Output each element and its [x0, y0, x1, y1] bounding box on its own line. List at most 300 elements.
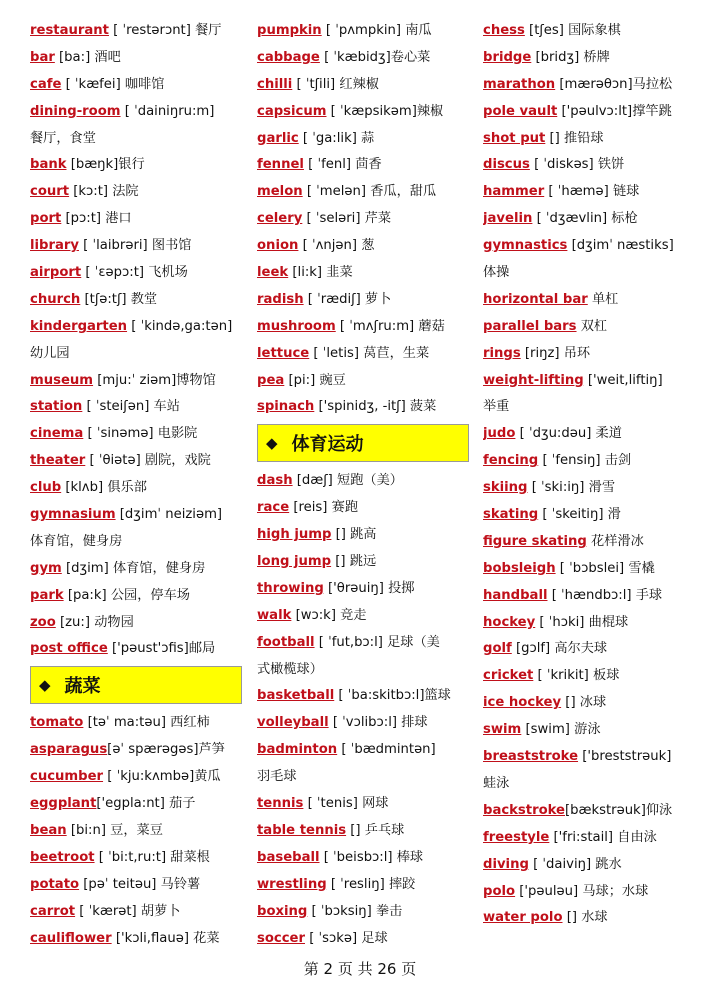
vocab-entry — [257, 657, 469, 684]
vocab-definition: [ ˈvɔlibɔ:l] 排球 — [328, 715, 428, 731]
vocab-entry — [30, 206, 242, 233]
vocab-word: kindergarten — [30, 318, 128, 334]
vocab-definition: [ ˈhæmə] 链球 — [544, 184, 640, 200]
vocab-word: cucumber — [30, 769, 104, 785]
section-heading — [30, 666, 242, 704]
vocab-entry — [257, 99, 469, 126]
vocab-definition: [ ˈga:lik] 蒜 — [298, 130, 375, 146]
vocab-word: fennel — [257, 157, 304, 173]
vocab-entry — [257, 576, 469, 603]
vocab-entry — [483, 852, 695, 879]
vocab-entry — [483, 825, 695, 852]
vocab-word: gymnasium — [30, 507, 116, 523]
vocab-word: post office — [30, 641, 108, 657]
vocab-definition: [bæŋk]银行 — [66, 157, 145, 173]
vocab-definition: [riŋz] 吊环 — [520, 345, 591, 361]
vocab-definition: [klʌb] 俱乐部 — [61, 480, 147, 496]
vocab-definition: [ ˈletis] 莴苣，生菜 — [309, 345, 430, 361]
vocab-entry — [483, 798, 695, 825]
vocab-word: long jump — [257, 554, 332, 570]
vocab-entry — [30, 636, 242, 663]
vocab-definition: ['θrəuiŋ] 投掷 — [323, 580, 415, 596]
vocab-word: celery — [257, 211, 303, 227]
vocab-word: ice hockey — [483, 695, 562, 711]
vocab-entry — [257, 126, 469, 153]
vocab-word: chilli — [257, 76, 293, 92]
vocab-word: bank — [30, 157, 67, 173]
vocab-entry — [257, 791, 469, 818]
vocab-definition: [ ˈdʒævlin] 标枪 — [532, 211, 638, 227]
vocab-word: airport — [30, 265, 82, 281]
vocab-definition: [bi:n] 豆，菜豆 — [66, 822, 163, 838]
vocab-definition: [ ˈskeitiŋ] 滑 — [538, 507, 621, 523]
vocab-definition: 举重 — [483, 399, 510, 415]
vocab-entry — [30, 394, 242, 421]
vocab-definition: [li:k] 韭菜 — [288, 265, 353, 281]
vocab-definition: [ ˈsinəmə] 电影院 — [83, 426, 198, 442]
vocab-entry — [483, 260, 695, 287]
vocab-entry — [257, 845, 469, 872]
vocab-entry — [257, 899, 469, 926]
vocab-definition: [ ˈrædiʃ] 萝卜 — [303, 291, 392, 307]
vocab-entry — [257, 314, 469, 341]
vocab-entry — [30, 610, 242, 637]
vocab-word: basketball — [257, 688, 335, 704]
vocab-entry — [30, 341, 242, 368]
vocab-word: figure skating — [483, 533, 587, 549]
vocab-definition: [ ˈtenis] 网球 — [303, 796, 389, 812]
vocab-definition: 体操 — [483, 265, 510, 281]
vocab-entry — [257, 368, 469, 395]
vocab-definition: [tʃes] 国际象棋 — [524, 23, 621, 38]
vocab-definition: [əˈ spærəgəs]芦笋 — [107, 742, 225, 758]
vocab-word: skiing — [483, 480, 528, 496]
vocab-word: mushroom — [257, 318, 336, 334]
vocab-definition: [ ˈbeisbɔ:l] 棒球 — [319, 849, 424, 865]
vocab-word: golf — [483, 641, 512, 657]
vocab-entry — [483, 879, 695, 906]
vocab-entry — [30, 314, 242, 341]
vocab-word: melon — [257, 184, 303, 200]
vocab-word: dining-room — [30, 103, 121, 119]
vocab-entry — [257, 764, 469, 791]
vocab-word: restaurant — [30, 23, 109, 38]
vocab-word: onion — [257, 238, 299, 254]
column-3 — [483, 18, 695, 932]
vocab-word: gymnastics — [483, 238, 568, 254]
vocab-definition: [ ˈkində,ga:tən] — [127, 318, 233, 334]
vocab-definition: ['pəust'ɔfis]邮局 — [107, 641, 216, 657]
vocab-entry — [483, 179, 695, 206]
vocab-entry — [30, 872, 242, 899]
vocab-word: station — [30, 399, 83, 415]
vocab-word: high jump — [257, 527, 332, 543]
vocab-word: library — [30, 238, 79, 254]
vocab-entry — [30, 260, 242, 287]
vocab-definition: [kɔ:t] 法院 — [69, 184, 139, 200]
vocab-entry — [483, 448, 695, 475]
vocab-definition: [zu:] 动物园 — [55, 614, 134, 630]
vocab-definition: [ ˈkæfei] 咖啡馆 — [61, 76, 165, 92]
vocab-word: beetroot — [30, 849, 95, 865]
vocab-entry — [257, 45, 469, 72]
vocab-word: gym — [30, 560, 62, 576]
vocab-definition: [ ˈhɔki] 曲棍球 — [535, 614, 629, 630]
vocab-entry — [257, 603, 469, 630]
vocab-word: bridge — [483, 49, 532, 65]
vocab-definition: [ ˈba:skitbɔ:l]篮球 — [334, 688, 451, 704]
vocab-entry — [30, 764, 242, 791]
vocab-definition: [pi:] 豌豆 — [284, 372, 346, 388]
vocab-entry — [30, 556, 242, 583]
vocab-entry — [30, 233, 242, 260]
vocab-word: throwing — [257, 580, 324, 596]
vocab-word: wrestling — [257, 876, 327, 892]
vocab-entry — [30, 287, 242, 314]
vocab-word: pole vault — [483, 103, 558, 119]
vocab-entry — [483, 690, 695, 717]
vocab-definition: [ ˈsɔkə] 足球 — [305, 930, 388, 946]
vocab-word: handball — [483, 587, 548, 603]
vocab-word: cinema — [30, 426, 84, 442]
vocab-entry — [30, 899, 242, 926]
vocab-definition: [ ˈdʒu:dəu] 柔道 — [515, 426, 622, 442]
vocab-entry — [257, 710, 469, 737]
vocab-entry — [483, 126, 695, 153]
vocab-definition: 餐厅，食堂 — [30, 130, 96, 146]
vocab-entry — [483, 717, 695, 744]
vocab-entry — [483, 502, 695, 529]
vocab-word: hammer — [483, 184, 545, 200]
vocab-definition: [reis] 赛跑 — [289, 500, 359, 516]
vocab-entry — [30, 845, 242, 872]
vocab-entry — [483, 475, 695, 502]
vocab-entry — [483, 233, 695, 260]
vocab-entry — [257, 926, 469, 953]
vocab-word: bean — [30, 822, 67, 838]
vocab-entry — [483, 744, 695, 771]
column-2 — [257, 18, 469, 952]
vocab-entry — [257, 683, 469, 710]
vocab-word: garlic — [257, 130, 299, 146]
vocab-word: leek — [257, 265, 289, 281]
vocab-definition: [] 跳高 — [331, 527, 377, 543]
vocab-definition: [ ˈfensiŋ] 击剑 — [538, 453, 632, 469]
vocab-entry — [257, 737, 469, 764]
vocab-word: bobsleigh — [483, 560, 556, 576]
vocab-definition: [ ˈkæpsikəm]辣椒 — [326, 103, 444, 119]
vocab-entry — [483, 421, 695, 448]
vocab-entry — [483, 72, 695, 99]
vocab-definition: [ ˈresliŋ] 摔跤 — [326, 876, 416, 892]
vocab-definition: [] 推铅球 — [545, 130, 604, 146]
vocab-entry — [483, 636, 695, 663]
vocab-entry — [30, 421, 242, 448]
vocab-word: race — [257, 500, 290, 516]
vocab-word: fencing — [483, 453, 539, 469]
vocab-entry — [30, 448, 242, 475]
vocab-entry — [257, 549, 469, 576]
vocab-entry — [257, 179, 469, 206]
vocab-entry — [257, 394, 469, 421]
vocab-entry — [30, 502, 242, 529]
vocab-entry — [30, 45, 242, 72]
vocab-definition: [ ˈlaibrəri] 图书馆 — [78, 238, 192, 254]
vocab-entry — [483, 287, 695, 314]
vocab-definition: 蛙泳 — [483, 775, 510, 791]
vocab-definition: [] 跳远 — [331, 554, 377, 570]
vocab-word: museum — [30, 372, 94, 388]
vocab-word: volleyball — [257, 715, 329, 731]
vocab-definition: 体育馆，健身房 — [30, 533, 123, 549]
vocab-definition: [ ˈfut,bɔ:l] 足球（美 — [314, 634, 440, 650]
vocab-definition: [ba:] 酒吧 — [54, 49, 121, 65]
vocab-entry — [483, 583, 695, 610]
vocab-definition: [ ˈseləri] 芹菜 — [302, 211, 392, 227]
vocab-word: breaststroke — [483, 749, 579, 765]
vocab-definition: [wɔ:k] 竞走 — [291, 607, 367, 623]
vocab-word: pea — [257, 372, 285, 388]
vocab-word: soccer — [257, 930, 305, 946]
vocab-definition: [təˈ ma:təu] 西红柿 — [83, 715, 210, 731]
vocab-definition: [ ˈbɔksiŋ] 拳击 — [307, 903, 403, 919]
vocab-word: zoo — [30, 614, 56, 630]
vocab-word: discus — [483, 157, 530, 173]
vocab-definition: ['fri:stail] 自由泳 — [549, 829, 657, 845]
vocab-definition: [ ˈtʃili] 红辣椒 — [292, 76, 379, 92]
vocab-word: water polo — [483, 910, 563, 926]
vocab-definition: [ ˈdainiŋru:m] — [120, 103, 215, 119]
diamond-bullet-icon: ◆ — [39, 676, 51, 695]
vocab-entry — [483, 18, 695, 45]
vocab-definition: ['pəulvɔ:lt]撑竿跳 — [557, 103, 672, 119]
vocab-word: bar — [30, 49, 55, 65]
vocab-word: boxing — [257, 903, 308, 919]
vocab-entry — [483, 152, 695, 179]
vocab-word: chess — [483, 23, 525, 38]
vocab-word: dash — [257, 473, 293, 489]
vocab-definition: [ ˈθiətə] 剧院，戏院 — [85, 453, 211, 469]
vocab-word: marathon — [483, 76, 556, 92]
vocab-entry — [257, 206, 469, 233]
vocab-definition: [pɔ:t] 港口 — [61, 211, 132, 227]
vocab-entry — [30, 791, 242, 818]
vocab-definition: [swim] 游泳 — [521, 722, 601, 738]
vocab-entry — [483, 394, 695, 421]
vocab-word: walk — [257, 607, 292, 623]
vocab-entry — [257, 630, 469, 657]
section-heading-text: 体育运动 — [291, 434, 364, 456]
vocab-definition: [ ˈsteiʃən] 车站 — [82, 399, 180, 415]
vocab-entry — [30, 368, 242, 395]
vocab-word: club — [30, 480, 62, 496]
vocab-definition: [] 水球 — [562, 910, 608, 926]
vocab-entry — [30, 710, 242, 737]
vocab-definition: [ ˈkrikit] 板球 — [533, 668, 620, 684]
vocab-word: theater — [30, 453, 86, 469]
vocab-word: cabbage — [257, 49, 320, 65]
vocab-word: shot put — [483, 130, 546, 146]
vocab-word: swim — [483, 722, 522, 738]
vocab-entry — [30, 475, 242, 502]
vocab-definition: [dʒimˈ næstiks] — [567, 238, 674, 254]
vocab-entry — [483, 529, 695, 556]
vocab-word: cauliflower — [30, 930, 112, 946]
vocab-definition: [ ˈhændbɔ:l] 手球 — [547, 587, 663, 603]
vocab-entry — [30, 126, 242, 153]
vocab-entry — [30, 583, 242, 610]
vocab-definition: 幼儿园 — [30, 345, 70, 361]
vocab-definition: ['breststrəuk] — [578, 749, 672, 765]
vocab-word: lettuce — [257, 345, 310, 361]
vocab-word: rings — [483, 345, 521, 361]
vocab-definition: [ ˈski:iŋ] 滑雪 — [527, 480, 616, 496]
vocab-word: radish — [257, 291, 304, 307]
vocab-entry — [257, 872, 469, 899]
vocab-definition: [ ˈʌnjən] 葱 — [298, 238, 375, 254]
vocab-definition: ['pəuləu] 马球；水球 — [515, 883, 649, 899]
vocab-definition: [ ˈpʌmpkin] 南瓜 — [321, 23, 432, 38]
vocab-word: horizontal bar — [483, 291, 588, 307]
vocab-word: javelin — [483, 211, 533, 227]
vocab-word: church — [30, 291, 81, 307]
vocab-definition: 式橄榄球） — [257, 661, 323, 677]
vocab-word: asparagus — [30, 742, 108, 758]
vocab-entry — [30, 152, 242, 179]
vocab-definition: [] 冰球 — [561, 695, 607, 711]
vocab-entry — [257, 818, 469, 845]
vocab-definition: [ ˈrestərɔnt] 餐厅 — [108, 23, 222, 38]
vocab-word: judo — [483, 426, 516, 442]
vocab-word: potato — [30, 876, 80, 892]
vocab-word: spinach — [257, 399, 315, 415]
vocab-definition: [ ˈfenl] 茴香 — [303, 157, 382, 173]
vocab-definition: [dʒimˈ neiziəm] — [115, 507, 223, 523]
vocab-definition: [ ˈdaiviŋ] 跳水 — [528, 856, 622, 872]
vocab-word: baseball — [257, 849, 320, 865]
vocab-definition: [bækstrəuk]仰泳 — [565, 802, 673, 818]
vocab-definition: [ ˈkærət] 胡萝卜 — [75, 903, 181, 919]
vocab-word: capsicum — [257, 103, 327, 119]
vocab-definition: [tʃə:tʃ] 教堂 — [80, 291, 158, 307]
vocab-definition: [mju:ˈ ziəm]博物馆 — [93, 372, 216, 388]
vocab-entry — [30, 99, 242, 126]
vocab-word: carrot — [30, 903, 76, 919]
vocab-entry — [257, 152, 469, 179]
vocab-definition: [mærəθɔn]马拉松 — [555, 76, 673, 92]
vocab-entry — [483, 206, 695, 233]
vocab-definition: [ ˈkæbidʒ]卷心菜 — [319, 49, 431, 65]
vocab-definition: [dæʃ] 短跑（美） — [292, 473, 403, 489]
section-heading — [257, 424, 469, 462]
vocab-entry — [483, 99, 695, 126]
vocab-definition: 羽毛球 — [257, 769, 297, 785]
vocab-entry — [30, 737, 242, 764]
vocab-word: freestyle — [483, 829, 550, 845]
vocab-entry — [483, 771, 695, 798]
vocab-word: eggplant — [30, 796, 97, 812]
vocab-definition: ['kɔli,flauə] 花菜 — [111, 930, 220, 946]
vocab-entry — [257, 495, 469, 522]
vocab-entry — [30, 529, 242, 556]
vocab-word: backstroke — [483, 802, 566, 818]
vocab-definition: [ ˈbɔbslei] 雪橇 — [555, 560, 655, 576]
page-footer: 第 2 页 共 26 页 — [303, 960, 417, 978]
vocab-entry — [483, 341, 695, 368]
vocab-entry — [483, 368, 695, 395]
vocab-word: badminton — [257, 742, 338, 758]
vocab-definition: ['spinidʒ, -itʃ] 菠菜 — [314, 399, 437, 415]
vocab-entry — [483, 610, 695, 637]
vocab-definition: [pəˈ teitəu] 马铃薯 — [79, 876, 201, 892]
vocab-definition: [ ˈbi:t,ru:t] 甜菜根 — [94, 849, 210, 865]
vocab-entry — [257, 260, 469, 287]
vocab-definition: [ ˈɛəpɔ:t] 飞机场 — [81, 265, 188, 281]
vocab-entry — [30, 18, 242, 45]
vocab-word: pumpkin — [257, 23, 322, 38]
vocab-definition: [bridʒ] 桥牌 — [531, 49, 610, 65]
vocab-definition: [ ˈbædmintən] — [337, 742, 436, 758]
vocab-definition: [pa:k] 公园，停车场 — [63, 587, 190, 603]
vocab-word: hockey — [483, 614, 536, 630]
vocab-word: court — [30, 184, 70, 200]
vocab-word: parallel bars — [483, 318, 577, 334]
vocab-entry — [257, 341, 469, 368]
vocab-entry — [483, 905, 695, 932]
vocab-definition: [ ˈkju:kʌmbə]黄瓜 — [103, 769, 221, 785]
vocab-word: cafe — [30, 76, 62, 92]
vocab-entry — [483, 663, 695, 690]
vocab-word: park — [30, 587, 64, 603]
vocab-definition: [ ˈdiskəs] 铁饼 — [529, 157, 625, 173]
vocab-word: football — [257, 634, 315, 650]
vocab-word: diving — [483, 856, 529, 872]
vocab-definition: [ ˈmelən] 香瓜，甜瓜 — [302, 184, 437, 200]
vocab-word: port — [30, 211, 62, 227]
column-1 — [30, 18, 242, 952]
section-heading-text: 蔬菜 — [64, 676, 101, 698]
vocab-word: cricket — [483, 668, 534, 684]
vocab-definition: 双杠 — [576, 318, 608, 334]
vocab-entry — [257, 287, 469, 314]
vocab-entry — [483, 45, 695, 72]
vocab-definition: 花样滑冰 — [586, 533, 644, 549]
vocab-entry — [30, 179, 242, 206]
vocab-word: tomato — [30, 715, 84, 731]
vocab-definition: [dʒim] 体育馆，健身房 — [61, 560, 206, 576]
vocab-entry — [30, 818, 242, 845]
vocab-entry — [30, 72, 242, 99]
vocab-word: tennis — [257, 796, 304, 812]
vocab-definition: 单杠 — [587, 291, 619, 307]
vocab-entry — [30, 926, 242, 953]
vocab-definition: [gɔlf] 高尔夫球 — [511, 641, 608, 657]
vocab-entry — [257, 18, 469, 45]
vocab-word: weight-lifting — [483, 372, 584, 388]
vocab-entry — [257, 468, 469, 495]
diamond-bullet-icon: ◆ — [266, 434, 278, 453]
vocab-entry — [483, 556, 695, 583]
vocab-definition: [] 乒乓球 — [346, 822, 405, 838]
vocab-word: table tennis — [257, 822, 347, 838]
vocab-definition: ['egpla:nt] 茄子 — [96, 796, 196, 812]
vocab-entry — [257, 233, 469, 260]
vocab-word: skating — [483, 507, 539, 523]
vocab-definition: [ ˈmʌʃru:m] 蘑菇 — [335, 318, 445, 334]
vocab-entry — [257, 522, 469, 549]
vocab-definition: ['weit,liftiŋ] — [583, 372, 663, 388]
vocab-entry — [257, 72, 469, 99]
